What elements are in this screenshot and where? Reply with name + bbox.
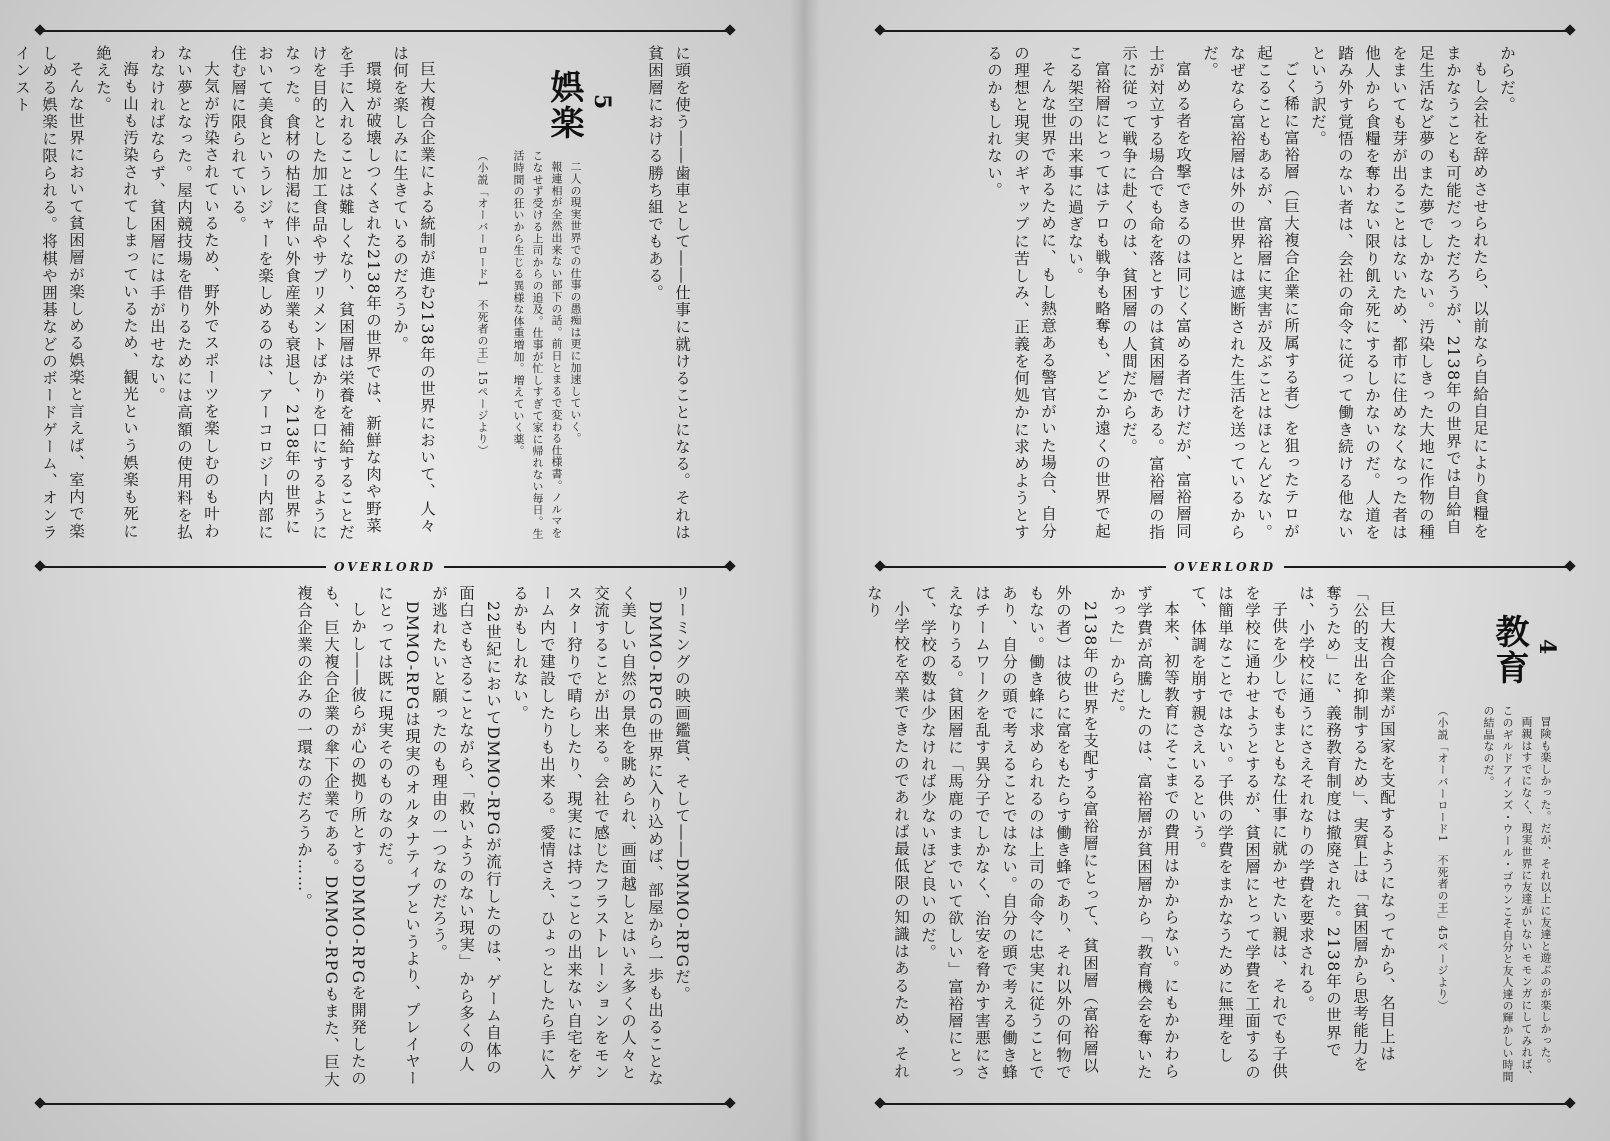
- section-5-heading: [544, 45, 615, 165]
- paragraph: ごく稀に富裕層（巨大複合企業に所属する者）を狙ったテロが起こることもあるが、富裕層に実害が及ぶことはほとんどない。なぜなら富裕層は外の世界とは遮断された生活を送っているからだ。: [1201, 45, 1300, 541]
- paragraph: 海も山も汚染されてしまっているため、観光という娯楽も死に絶えた。: [94, 45, 139, 540]
- section-number: 5: [589, 94, 615, 110]
- left-top-continuation: [640, 45, 695, 545]
- section-5-body: [13, 45, 440, 545]
- paragraph: 小学校を卒業できたのであれば最低限の知識はあるため、それなり: [865, 585, 910, 1080]
- middle-rule-line: [1284, 566, 1570, 568]
- paragraph: 富裕層にとってはテロも戦争も略奪も、どこか遠くの世界で起こる架空の出来事に過ぎない。: [1066, 45, 1111, 540]
- section-4-source: [1430, 705, 1452, 1090]
- paragraph: 大気が汚染されているため、野外でスポーツを楽しむのも叶わない夢となった。屋内競技場を借りるためには高額の使用料を払わなければならず、貧困層には手が出せない。: [148, 45, 220, 541]
- section-4-body: [865, 585, 1400, 1090]
- paragraph: 富める者を攻撃できるのは同じく富める者だけだが、富裕層同士が対立する場合でも命を落とすのは貧困層である。富裕層の指示に従って戦争に赴くのは、貧困層の人間だからだ。: [1120, 45, 1192, 541]
- paragraph: 本来、初等教育にそこまでの費用はかからない。にもかかわらず学費が高騰したのは、富裕層が貧困層から「教育機会を奪いたかった」からだ。: [1108, 585, 1180, 1081]
- paragraph: に頭を使う――歯車として――仕事に就けることになる。それは貧困層における勝ち組でもある。: [646, 45, 691, 541]
- top-rule-left: [40, 30, 730, 32]
- paragraph: リーミングの映画鑑賞、そして――DMMO-RPGだ。: [673, 585, 691, 1003]
- middle-rule-right: [880, 560, 1570, 574]
- quote-line: 冒険も楽しかった。だが、それ以上に友達と遊ぶのが楽しかった。: [1539, 716, 1552, 1070]
- middle-rule-line: [880, 566, 1166, 568]
- paragraph: もし会社を辞めさせられたら、以前なら自給自足により食糧をまかなうことも可能だっただろうが、2138年の世界では自給自足生活など夢のまた夢でしかない。汚染しきった大地に作物の種をまいても芽が出ることはないため、都市に住めなくなった者は他人から食糧を奪わない限り飢え死にするしかないのだ。人道を踏み外す覚悟のない者は、会社の命令に従って働き続ける他ないという訳だ。: [1309, 45, 1489, 541]
- paragraph: 2138年の世界を支配する富裕層にとって、貧困層（富裕層以外の者）は彼らに富をもたらす働き蜂であり、それ以外の何物でもない。働き蜂に求められるのは上司の命令に忠実に従うことであり、自分の頭で考えることではない。自分の頭で考える働き蜂はチームワークを乱す異分子でしかなく、治安を脅かす害悪にさえなりうる。貧困層に「馬鹿のままでいて欲しい」富裕層にとって、学校の数は少なければ少ないほど良いのだ。: [919, 585, 1099, 1081]
- middle-rule-line: [40, 566, 326, 568]
- middle-rule-line: [444, 566, 730, 568]
- source-citation: （小説「オーバーロード1 不死者の王」45ページより）: [1436, 705, 1449, 1012]
- paragraph: 22世紀においてDMMO-RPGが流行したのは、ゲーム自体の面白さもさることながら、「救いようのない現実」から多くの人が逃れたいと願ったのも理由の一つなのだろう。: [430, 585, 502, 1076]
- section-number: 4: [1534, 639, 1560, 655]
- section-5-quote: [490, 150, 585, 550]
- quote-line: 両親はすでになく、現実世界に友達がいないモモンガにしてみれば、このギルドアインズ・ウール・ゴウンこそ自分と友人達の輝かしい時間の結晶なのだ。: [1482, 705, 1533, 1083]
- paragraph: しかし――彼らが心の拠り所とするDMMO-RPGを開発したのも、巨大複合企業の傘下企業である。DMMO-RPGもまた、巨大複合企業の企みの一環なのだろうか……。: [295, 585, 367, 1089]
- book-gutter: [790, 0, 820, 1141]
- paragraph: 巨大複合企業による統制が進む2138年の世界において、人々は何を楽しみに生きているのだろうか。: [391, 45, 436, 534]
- bottom-rule-left: [40, 1103, 730, 1105]
- section-5-source: [470, 150, 492, 550]
- paragraph: 巨大複合企業が国家を支配するようになってから、名目上は「公的支出を抑制するため」、実質上は「貧困層から思考能力を奪うため」に、義務教育制度は撤廃された。2138年の世界では、小学校に通うにさえそれなりの学費を要求される。: [1297, 585, 1396, 1074]
- section-4-quote: [1460, 705, 1555, 1090]
- section-title: 教育: [1489, 614, 1529, 686]
- section-4-heading: [1489, 595, 1560, 705]
- paragraph: 子供を少しでもまともな仕事に就かせたい親は、それでも子供を学校に通わせようとするが、貧困層にとって学費を工面するのは簡単なことではない。子供の学費をまかなうために無理をして、体調を崩す親さえいるという。: [1189, 585, 1288, 1081]
- paragraph: DMMO-RPGの世界に入り込めば、部屋から一歩も出ることなく美しい自然の景色を眺められ、画面越しとはいえ多くの人々と交流することが出来る。会社で感じたフラストレーションをモンスター狩りで晴らしたり、現実には持つことの出来ない自宅をゲーム内で建設したりも出来る。愛情さえ、ひょっとしたら手に入るかもしれない。: [511, 585, 664, 1087]
- quote-line: 報連相が全然出来ない部下の話。前日とまるで変わる仕様書。ノルマをこなせず受ける上司からの追及。仕事が忙しすぎて家に帰れない毎日。生活時間の狂いから生じる異様な体重増加。増えていく薬。: [512, 150, 563, 540]
- overlord-logo: OVERLORD: [1174, 560, 1276, 574]
- quote-line: 二人の現実世界での仕事の愚痴は更に加速していく。: [569, 161, 582, 445]
- bottom-rule-right: [880, 1103, 1570, 1105]
- section-title: 娯楽: [544, 69, 584, 141]
- left-bottom-body: [295, 585, 695, 1090]
- overlord-logo: OVERLORD: [334, 560, 436, 574]
- paragraph: からだ。: [1498, 45, 1516, 114]
- top-rule-right: [880, 30, 1570, 32]
- paragraph: DMMO-RPGは現実のオルタナティブというより、プレイヤーにとっては既に現実そのものなのだ。: [376, 585, 421, 1087]
- right-top-body: [985, 45, 1520, 545]
- paragraph: そんな世界であるために、もし熱意ある警官がいた場合、自分の理想と現実のギャップに苦しみ、正義を何処かに求めようとするのかもしれない。: [985, 45, 1057, 541]
- paragraph: 環境が破壊しつくされた2138年の世界では、新鮮な肉や野菜を手に入れることは難しくなり、貧困層は栄養を補給することだけを目的とした加工食品やサプリメントばかりを口にするようになった。食材の枯渇に伴い外食産業も衰退し、2138年の世界において美食というレジャーを楽しめるのは、アーコロジー内部に住む層に限られている。: [229, 45, 382, 541]
- paragraph: そんな世界において貧困層が楽しめる娯楽と言えば、室内で楽しめる娯楽に限られる。将棋や囲碁などのボードゲーム、オンラインスト: [13, 45, 85, 541]
- source-citation: （小説「オーバーロード1 不死者の王」15ページより）: [476, 150, 489, 457]
- middle-rule-left: [40, 560, 730, 574]
